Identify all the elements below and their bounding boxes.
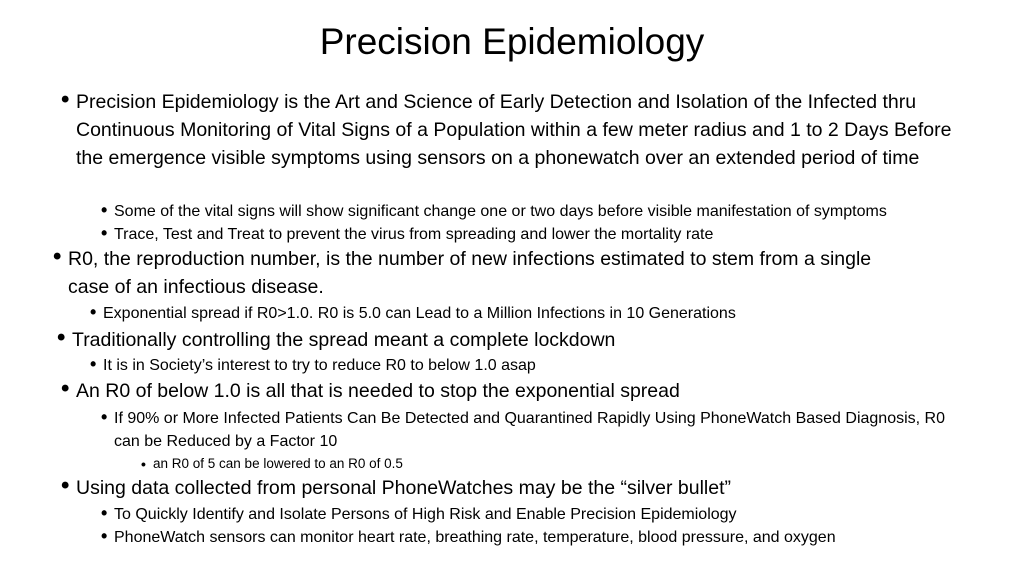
bullet-text: It is in Society’s interest to try to reduce R0 to below 1.0 asap [103,357,536,374]
bullet-text: Precision Epidemiology is the Art and Science of Early Detection and Isolation of the Infected thru Continuous Monitoring of Vital Signs of a Population within a few meter radius and 1 to 2 Days Before the emergence visible symptoms using sensors on a phonewatch over an extended period of time [76,91,952,169]
sub-sub-bullet-r0-lowered [141,455,953,473]
bullet-point-icon: • [57,324,66,351]
bullet-text: PhoneWatch sensors can monitor heart rate, breathing rate, temperature, blood pressure, and oxygen [114,529,836,546]
bullet-point-icon: • [101,526,108,546]
sub-bullet-vital-signs-change [101,200,994,223]
bullet-text: Some of the vital signs will show significant change one or two days before visible manifestation of symptoms [114,203,887,220]
sub-bullet-reduce-r0 [90,354,983,377]
bullet-r0-below-one [61,375,976,405]
bullet-point-icon: • [61,472,70,499]
bullet-text: To Quickly Identify and Isolate Persons of High Risk and Enable Precision Epidemiology [114,506,737,523]
bullet-point-icon: • [90,354,97,374]
bullet-point-icon: • [101,407,108,427]
bullet-point-icon: • [101,223,108,243]
sub-bullet-exponential-spread [90,302,983,325]
bullet-point-icon: • [141,456,146,472]
bullet-text: an R0 of 5 can be lowered to an R0 of 0.5 [153,456,403,471]
sub-bullet-phonewatch-diagnosis [101,407,964,453]
bullet-precision-epidemiology-definition [61,86,976,172]
bullet-text: If 90% or More Infected Patients Can Be Detected and Quarantined Rapidly Using PhoneWatch Based Diagnosis, R0 can be Reduced by a Factor 10 [114,410,945,450]
slide-title: Precision Epidemiology [319,21,705,62]
sub-bullet-trace-test-treat [101,223,994,246]
bullet-r0-definition [53,243,878,301]
bullet-lockdown [57,324,972,354]
bullet-point-icon: • [101,200,108,220]
bullet-point-icon: • [53,243,62,270]
bullet-point-icon: • [61,86,70,113]
bullet-text: Traditionally controlling the spread meant a complete lockdown [72,329,616,351]
sub-bullet-identify-isolate [101,503,994,526]
bullet-text: R0, the reproduction number, is the number of new infections estimated to stem from a single case of an infectious disease. [68,248,872,298]
sub-bullet-phonewatch-sensors [101,526,994,549]
bullet-text: Exponential spread if R0>1.0. R0 is 5.0 can Lead to a Million Infections in 10 Generations [103,305,736,322]
bullet-text: An R0 of below 1.0 is all that is needed to stop the exponential spread [76,380,680,402]
bullet-text: Trace, Test and Treat to prevent the virus from spreading and lower the mortality rate [114,226,714,243]
bullet-silver-bullet [61,472,976,502]
bullet-point-icon: • [61,375,70,402]
bullet-text: Using data collected from personal PhoneWatches may be the “silver bullet” [76,477,732,499]
bullet-point-icon: • [101,503,108,523]
bullet-point-icon: • [90,302,97,322]
